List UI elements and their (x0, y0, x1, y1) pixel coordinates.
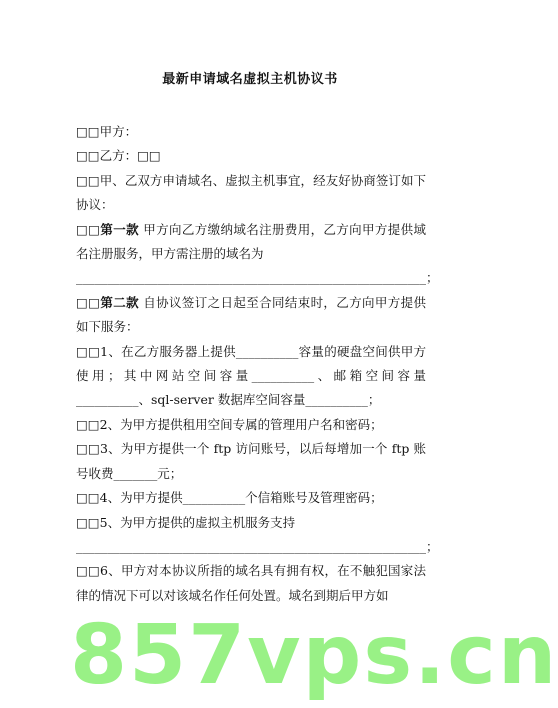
paragraph-intro: □□甲、乙双方申请域名、虚拟主机事宜，经友好协商签订如下协议： (76, 172, 426, 213)
document-body (76, 120, 439, 608)
watermark-logo: 857vps.cn (70, 608, 558, 703)
paragraph-clause-1 (76, 218, 426, 267)
indent: □□ (76, 294, 101, 310)
paragraph-item-2: □□2、为甲方提供租用空间专属的管理用户名和密码； (76, 416, 383, 432)
document-title: 最新申请域名虚拟主机协议书 (162, 72, 338, 87)
indent: □□ (76, 221, 101, 237)
paragraph-item-6: □□6、甲方对本协议所指的域名具有拥有权，在不触犯国家法律的情况下可以对该域名作任何处置。域名到期后甲方如 (76, 563, 426, 603)
paragraph-item-1: □□1、在乙方服务器上提供__________容量的硬盘空间供甲方使用；其中网站空间容量__________、邮箱空间容量__________、sql-server 数据库空间容量__________； (76, 343, 426, 408)
clause-1-heading: 第一款 (100, 221, 139, 237)
paragraph-clause-2 (76, 291, 426, 340)
clause-1-text: 甲方向乙方缴纳域名注册费用，乙方向甲方提供域名注册服务，甲方需注册的域名为 (76, 221, 426, 262)
paragraph-item-3: □□3、为甲方提供一个 ftp 访问账号，以后每增加一个 ftp 账号收费_______元； (76, 441, 426, 481)
paragraph-item-5-blank: ________________________________________________________； (76, 538, 439, 554)
paragraph-domain-blank: ________________________________________________________； (76, 270, 439, 286)
paragraph-party-b: □□乙方：□□ (76, 148, 161, 164)
clause-2-text: 自协议签订之日起至合同结束时，乙方向甲方提供如下服务： (76, 294, 426, 335)
paragraph-item-4: □□4、为甲方提供__________个信箱账号及管理密码； (76, 490, 383, 506)
paragraph-party-a: □□甲方： (76, 124, 138, 139)
paragraph-item-5: □□5、为甲方提供的虚拟主机服务支持 (76, 514, 296, 530)
clause-2-heading: 第二款 (100, 294, 139, 310)
